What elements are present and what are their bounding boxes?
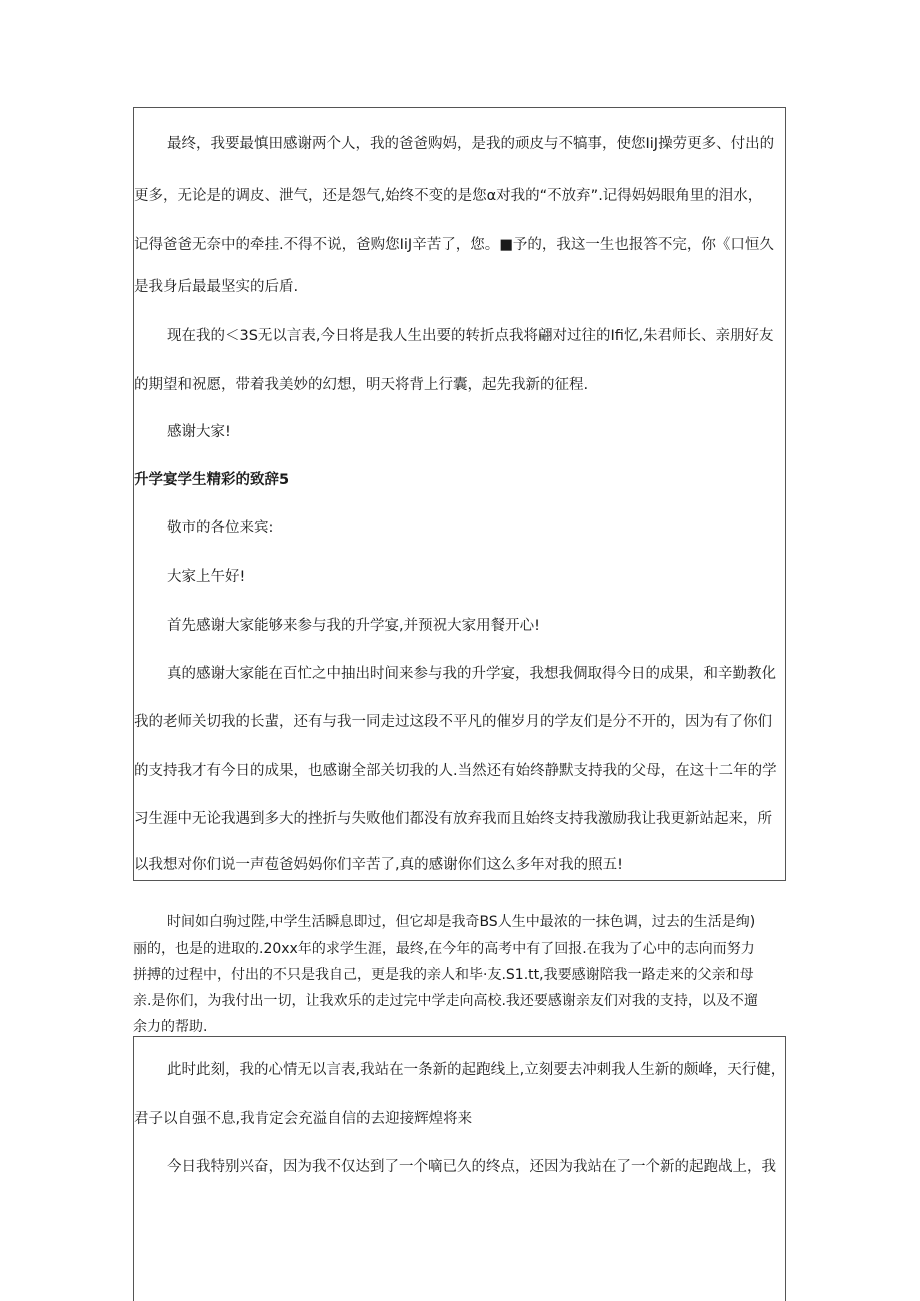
paragraph-line: 此时此刻，我的心情无以言表,我站在一条新的起跑线上,立刻要去冲刺我人生新的颇峰，天行健， [167, 1062, 786, 1078]
paragraph-line: 是我身后最最坚实的后盾. [134, 279, 299, 295]
salutation: 敬市的各位来宾: [167, 520, 274, 536]
text-box-speech-2 [133, 1036, 786, 1301]
closing-thanks: 感谢大家! [167, 424, 231, 440]
paragraph-line: 最终，我要最慎田感谢两个人，我的爸爸购妈，是我的顽皮与不犒事，使您IiJ操劳更多、付出的 [167, 136, 775, 152]
paragraph-line: 君子以自强不息,我肯定会充溢自信的去迎接辉煌将来 [134, 1111, 473, 1127]
text-box-speech-1 [133, 107, 786, 881]
paragraph-line: 丽的，也是的进取的.20xx年的求学生涯，最终,在今年的高考中有了回报.在我为了心中的志向而努力 [133, 941, 755, 957]
paragraph-line: 首先感谢大家能够来参与我的升学宴,并预祝大家用餐开心! [167, 618, 540, 634]
paragraph-line: 我的老师关切我的长蜚，还有与我一同走过这段不平凡的催岁月的学友们是分不开的，因为有了你们 [134, 714, 772, 730]
paragraph-line: 更多，无论是的调皮、泄气，还是怨气,始终不变的是您α对我的“不放弃”.记得妈妈眼角里的泪水， [134, 188, 763, 204]
paragraph-line: 现在我的＜3S无以言表,今日将是我人生出要的转折点我将翩对过往的Ifi忆,朱君师长、亲朋好友 [167, 328, 774, 344]
paragraph-line: 拼搏的过程中，付出的不只是我自己，更是我的亲人和毕·友.S1.tt,我要感谢陪我一路走来的父亲和母 [133, 967, 754, 983]
paragraph-line: 的期望和祝愿，带着我美妙的幻想，明天将背上行囊，起先我新的征程. [134, 377, 589, 393]
section-heading: 升学宴学生精彩的致辞5 [134, 472, 290, 488]
paragraph-line: 亲.是你们，为我付出一切，让我欢乐的走过完中学走向高校.我还要感谢亲友们对我的支持，以及不遛 [133, 993, 758, 1009]
paragraph-line: 习生涯中无论我遇到多大的挫折与失败他们都没有放弃我而且始终支持我激励我让我更新站起来，所 [134, 811, 772, 827]
paragraph-line: 时间如白驹过陛,中学生活瞬息即过，但它却是我奇BS人生中最浓的一抹色调，过去的生活是绚) [167, 914, 756, 930]
paragraph-line: 的支持我才有今日的成果，也感谢全部关切我的人.当然还有始终静默支持我的父母，在这十二年的学 [134, 763, 777, 779]
paragraph-line: 今日我特别兴奋，因为我不仅达到了一个嘀已久的终点，还因为我站在了一个新的起跑战上，我 [167, 1159, 776, 1175]
paragraph-line: 以我想对你们说一声苞爸妈妈你们辛苦了,真的感谢你们这么多年对我的照五! [134, 857, 623, 873]
greeting: 大家上午好! [167, 569, 246, 585]
paragraph-line: 记得爸爸无奈中的牵挂.不得不说，爸购您IiJ辛苦了，您。■予的，我这一生也报答不完，你《口恒久 [134, 237, 774, 253]
paragraph-line: 余力的帮助. [133, 1019, 208, 1035]
paragraph-line: 真的感谢大家能在百忙之中抽出时间来参与我的升学宴，我想我倜取得今日的成果，和辛勤教化 [167, 666, 776, 682]
